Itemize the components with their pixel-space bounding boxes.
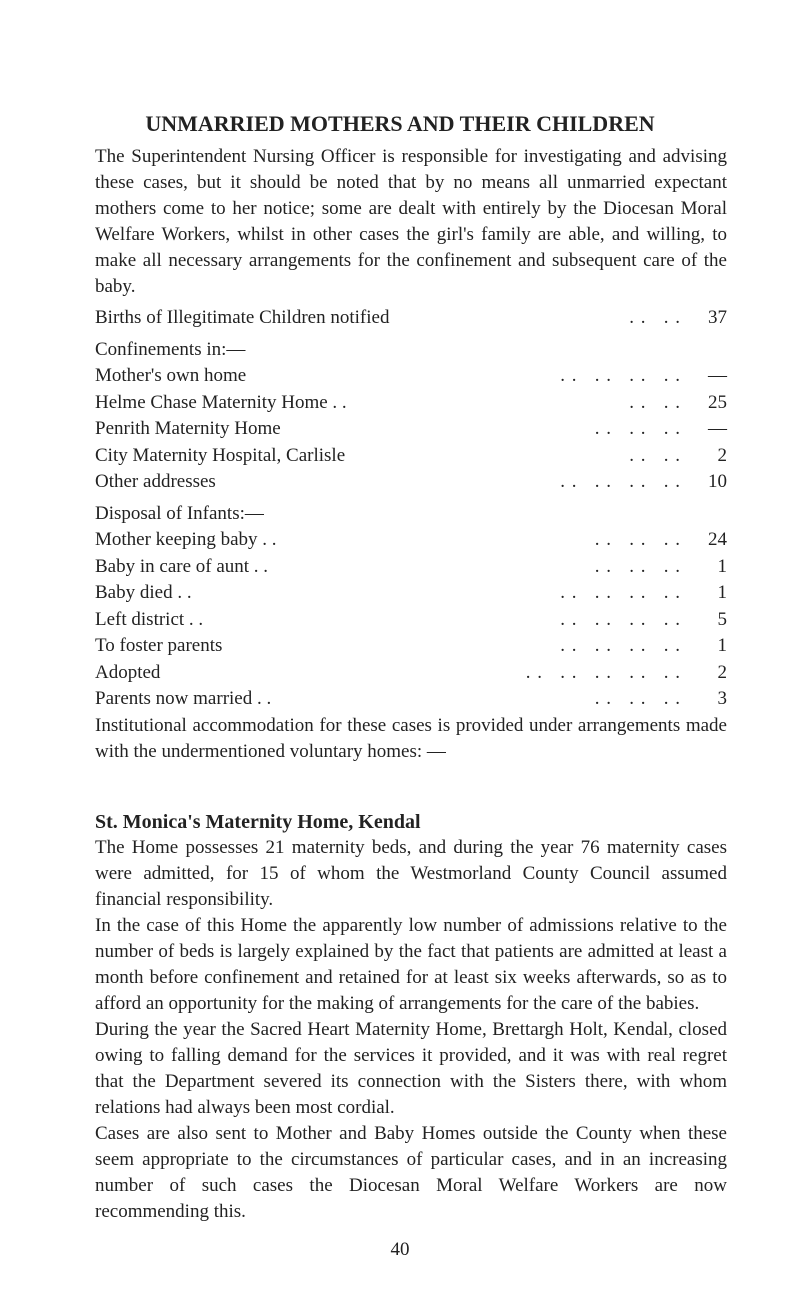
heading: Disposal of Infants:— [95, 502, 264, 524]
confinements-table [95, 363, 727, 496]
confinements-heading [95, 337, 727, 364]
paragraph: The Home possesses 21 maternity beds, and during the year 76 maternity cases were admitted, for 15 of whom the Westmorland County Council assumed financial responsibility. [95, 836, 727, 910]
table-row [95, 363, 727, 390]
section-title: St. Monica's Maternity Home, Kendal [95, 810, 421, 833]
row-value: 37 [708, 307, 727, 328]
row-dots: . . . . [629, 307, 681, 328]
table-row [95, 390, 727, 417]
paragraph: Cases are also sent to Mother and Baby Homes outside the County when these seem appropriate to the circumstances of particular cases, and in an increasing number of such cases the Diocesan Moral Welfare Workers are now recommending this. [95, 1122, 727, 1222]
paragraph: During the year the Sacred Heart Maternity Home, Brettargh Holt, Kendal, closed owing to falling demand for the services it provided, and it was with real regret that the Department severed its connection with the Sisters there, with whom relations had always been most cordial. [95, 1018, 727, 1118]
row-dots: . . . . . . . . [560, 365, 681, 386]
row-dots: . . . . . . [594, 418, 681, 439]
table-row [95, 527, 727, 554]
page-number: 40 [390, 1238, 410, 1260]
row-label: Births of Illegitimate Children notified [95, 307, 390, 328]
row-label: Mother keeping baby . . [95, 529, 277, 550]
row-dots: . . . . . . [594, 529, 681, 550]
table-row [95, 607, 727, 634]
row-value: 10 [708, 471, 727, 492]
table-row [95, 660, 727, 687]
row-dots: . . . . . . [594, 555, 681, 577]
row-label: Other addresses [95, 471, 216, 492]
row-value: — [708, 365, 727, 386]
row-label: Left district . . [95, 608, 204, 630]
table-row [95, 469, 727, 496]
row-label: Baby in care of aunt . . [95, 555, 269, 577]
paragraph: In the case of this Home the apparently low number of admissions relative to the number of beds is largely explained by the fact that patients are admitted at least a month before confinement and retained for at least six weeks afterwards, so as to afford an opportunity for the making of arrangements for the care of the babies. [95, 914, 727, 1014]
row-value: 24 [708, 529, 727, 550]
row-value: 1 [717, 582, 727, 603]
row-dots: . . . . . . . . [560, 608, 681, 630]
institutional-paragraph: Institutional accommodation for these cases is provided under arrangements made with the undermentioned voluntary homes: — [95, 714, 727, 762]
heading: Confinements in:— [95, 338, 246, 360]
row-dots: . . . . . . . . [560, 635, 681, 656]
row-label: Penrith Maternity Home [95, 418, 281, 439]
row-label: Baby died . . [95, 582, 192, 603]
row-label: Mother's own home [95, 365, 247, 386]
row-dots: . . . . [629, 391, 681, 413]
table-row [95, 554, 727, 581]
table-row [95, 580, 727, 607]
row-label: Helme Chase Maternity Home . . [95, 391, 347, 413]
disposal-heading [95, 501, 727, 528]
row-label: Parents now married . . [95, 688, 272, 709]
row-value: 1 [717, 635, 727, 656]
row-dots: . . . . [629, 444, 681, 466]
row-value: — [708, 418, 727, 439]
row-value: 2 [717, 444, 727, 466]
row-value: 1 [717, 555, 727, 577]
table-row [95, 416, 727, 443]
row-dots: . . . . . . . . . . [525, 661, 681, 683]
table-row [95, 443, 727, 470]
page-title: UNMARRIED MOTHERS AND THEIR CHILDREN [145, 111, 655, 136]
row-label: To foster parents [95, 635, 223, 656]
row-dots: . . . . . . . . [560, 582, 681, 603]
row-dots: . . . . . . [594, 688, 681, 709]
row-label: City Maternity Hospital, Carlisle [95, 444, 346, 466]
row-value: 5 [717, 608, 727, 630]
row-value: 25 [708, 391, 727, 413]
row-value: 3 [717, 688, 727, 709]
table-row [95, 686, 727, 713]
disposal-table [95, 527, 727, 713]
row-dots: . . . . . . . . [560, 471, 681, 492]
intro-paragraph: The Superintendent Nursing Officer is responsible for investigating and advising these cases, but it should be noted that by no means all unmarried expectant mothers come to her notice; some are dealt with entirely by the Diocesan Moral Welfare Workers, whilst in other cases the girl's family are able, and willing, to make all necessary arrangements for the confinement and subsequent care of the baby. [95, 146, 727, 297]
table-row [95, 633, 727, 660]
row-label: Adopted [95, 661, 161, 683]
row-value: 2 [717, 661, 727, 683]
births-row [95, 305, 727, 332]
